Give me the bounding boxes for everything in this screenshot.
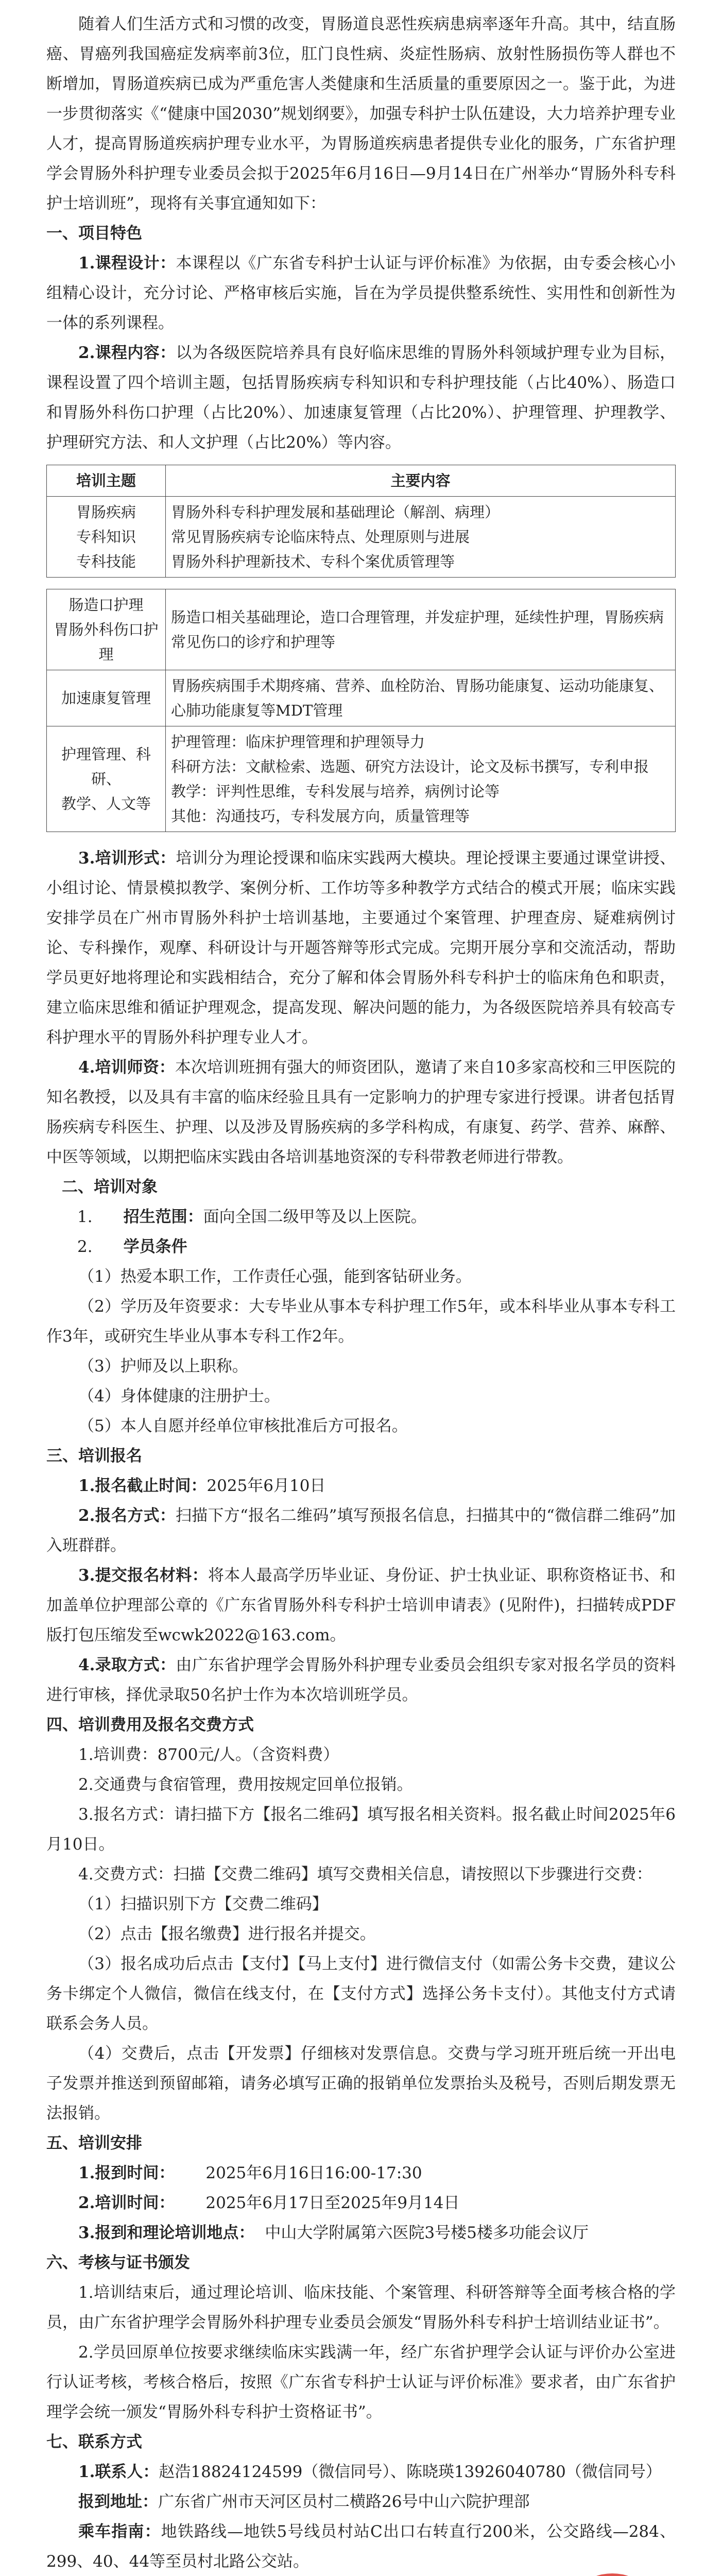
s2-item-1-text: 面向全国二级甲等及以上医院。 bbox=[203, 1208, 427, 1226]
table2-row bbox=[47, 670, 676, 726]
s3-item-4-label: 4.录取方式： bbox=[78, 1656, 176, 1674]
s7-line-2 bbox=[46, 2487, 676, 2517]
s2-item-2-label: 学员条件 bbox=[123, 1238, 187, 1256]
table2-content-line: 肠造口相关基础理论，造口合理管理，并发症护理，延续性护理，胃肠疾病常见伤口的诊疗和护理等 bbox=[171, 608, 664, 651]
table2-row bbox=[47, 726, 676, 832]
s6-line-1: 1.培训结束后，通过理论培训、临床技能、个案管理、科研答辩等全面考核合格的学员，由广东省护理学会胃肠外科护理专业委员会颁发“胃肠外科专科护士培训结业证书”。 bbox=[46, 2283, 676, 2332]
s2-item-1 bbox=[46, 1202, 676, 1232]
s4-step-4: （4）交费后，点击【开发票】仔细核对发票信息。交费与学习班开班后统一开出电子发票并推送到预留邮箱，请务必填写正确的报销单位发票抬头及税号，否则后期发票无法报销。 bbox=[46, 2044, 676, 2123]
s3-item-1-text: 2025年6月10日 bbox=[207, 1477, 326, 1495]
table2-row bbox=[47, 589, 676, 670]
table2-content-cell bbox=[166, 670, 676, 726]
table2-topic-line: 加速康复管理 bbox=[61, 689, 151, 707]
table2-topic-line: 护理管理、科研、 bbox=[61, 745, 151, 788]
s1-item-2 bbox=[46, 338, 676, 457]
s5-line-2-text: 2025年6月17日至2025年9月14日 bbox=[205, 2194, 460, 2212]
table1-header-topic: 培训主题 bbox=[47, 465, 166, 497]
s4-line-3: 3.报名方式：请扫描下方【报名二维码】填写报名相关资料。报名截止时间2025年6月10日。 bbox=[46, 1805, 676, 1854]
table2-content-line: 胃肠疾病围手术期疼痛、营养、血栓防治、胃肠功能康复、运动功能康复、心肺功能康复等MDT管理 bbox=[171, 677, 664, 719]
table1-content-line: 胃肠外科专科护理发展和基础理论（解剖、病理） bbox=[171, 503, 500, 521]
s2-condition-4: （4）身体健康的注册护士。 bbox=[78, 1387, 280, 1405]
s1-item-2-text: 以为各级医院培养具有良好临床思维的胃肠外科领域护理专业为目标，课程设置了四个培训主题，包括胃肠疾病专科知识和专科护理技能（占比40%）、肠造口和胃肠外科伤口护理（占比20%）、加速康复管理（占比20%）、护理管理、护理教学、护理研究方法、和人文护理（占比20%）等内容。 bbox=[46, 344, 676, 452]
s5-line-2-label: 2.培训时间： bbox=[78, 2194, 175, 2212]
table2-topic-cell bbox=[47, 670, 166, 726]
s1-item-4 bbox=[46, 1053, 676, 1172]
s3-item-4-text: 由广东省护理学会胃肠外科护理专业委员会组织专家对报名学员的资料进行审核，择优录取50名护士作为本次培训班学员。 bbox=[46, 1656, 676, 1704]
s7-line-1-label: 1.联系人： bbox=[78, 2463, 159, 2481]
s4-step-2: （2）点击【报名缴费】进行报名并提交。 bbox=[78, 1925, 376, 1943]
table1-row bbox=[47, 497, 676, 578]
section-2-heading: 二、培训对象 bbox=[62, 1178, 158, 1196]
s6-line-2: 2.学员回原单位按要求继续临床实践满一年，经广东省护理学会认证与评价办公室进行认证考核，考核合格后，按照《广东省专科护士认证与评价标准》要求者，由广东省护理学会统一颁发“胃肠外科专科护士资格证书”。 bbox=[46, 2343, 676, 2421]
s2-item-1-label: 招生范围： bbox=[123, 1208, 203, 1226]
table1-content-line: 胃肠外科护理新技术、专科个案优质管理等 bbox=[171, 553, 455, 570]
section-1-heading: 一、项目特色 bbox=[46, 224, 142, 243]
s3-item-3-text: 将本人最高学历毕业证、身份证、护士执业证、职称资格证书、和加盖单位护理部公章的《广东省胃肠外科专科护士培训申请表》(见附件)，扫描转成PDF版打包压缩发至wcwk2022@163.com。 bbox=[46, 1566, 676, 1645]
s2-item-2-num: 2. bbox=[77, 1238, 93, 1256]
s3-item-2 bbox=[46, 1501, 676, 1561]
s1-item-1 bbox=[46, 248, 676, 338]
section-6-heading: 六、考核与证书颁发 bbox=[46, 2253, 190, 2272]
s5-line-3-label: 3.报到和理论培训地点： bbox=[78, 2224, 255, 2242]
s5-line-1-text: 2025年6月16日16:00-17:30 bbox=[205, 2164, 422, 2182]
official-seal-icon bbox=[558, 2571, 666, 2576]
s4-step-1: （1）扫描识别下方【交费二维码】 bbox=[78, 1895, 328, 1913]
s2-condition-1: （1）热爱本职工作，工作责任心强，能到客钻研业务。 bbox=[78, 1267, 472, 1286]
s2-item-2 bbox=[46, 1232, 676, 1262]
s3-item-1 bbox=[46, 1471, 676, 1501]
s5-line-1 bbox=[46, 2158, 676, 2188]
training-table-1 bbox=[46, 465, 676, 578]
table1-topic-cell bbox=[47, 497, 166, 578]
table1-header-content: 主要内容 bbox=[166, 465, 676, 497]
table2-content-cell bbox=[166, 589, 676, 670]
table2-content-line: 科研方法：文献检索、选题、研究方法设计，论文及标书撰写，专利申报 bbox=[171, 758, 649, 775]
table1-topic-line: 胃肠疾病 bbox=[76, 503, 136, 521]
s3-item-2-label: 2.报名方式： bbox=[78, 1506, 176, 1525]
training-table-2 bbox=[46, 589, 676, 832]
s3-item-2-text: 扫描下方“报名二维码”填写预报名信息，扫描其中的“微信群二维码”加入班群群。 bbox=[46, 1506, 676, 1555]
table2-content-cell bbox=[166, 726, 676, 832]
section-4-heading: 四、培训费用及报名交费方式 bbox=[46, 1716, 254, 1734]
table2-topic-line: 胃肠外科伤口护理 bbox=[54, 621, 159, 663]
s5-line-3-text: 中山大学附属第六医院3号楼5楼多功能会议厅 bbox=[265, 2224, 589, 2242]
table2-topic-cell bbox=[47, 726, 166, 832]
table1-topic-line: 专科技能 bbox=[76, 553, 136, 570]
table1-content-line: 常见胃肠疾病专论临床特点、处理原则与进展 bbox=[171, 528, 470, 546]
s7-line-3-text: 地铁路线—地铁5号线员村站C出口右转直行200米，公交路线—284、299、40、44等至员村北路公交站。 bbox=[46, 2522, 676, 2571]
s7-line-1 bbox=[46, 2457, 676, 2487]
s7-line-2-label: 报到地址： bbox=[78, 2493, 158, 2511]
s1-item-4-label: 4.培训师资： bbox=[78, 1058, 175, 1077]
table2-content-line: 教学：评判性思维，专科发展与培养，病例讨论等 bbox=[171, 783, 500, 800]
s2-condition-5: （5）本人自愿并经单位审核批准后方可报名。 bbox=[78, 1417, 408, 1435]
s2-condition-2: （2）学历及年资要求：大专毕业从事本专科护理工作5年，或本科毕业从事本专科工作3年，或研究生毕业从事本专科工作2年。 bbox=[46, 1297, 676, 1346]
section-7-heading: 七、联系方式 bbox=[46, 2433, 142, 2451]
s4-line-4: 4.交费方式：扫描【交费二维码】填写交费相关信息，请按照以下步骤进行交费： bbox=[78, 1865, 652, 1884]
s5-line-1-label: 1.报到时间： bbox=[78, 2164, 175, 2182]
s3-item-3 bbox=[46, 1561, 676, 1650]
s1-item-2-label: 2.课程内容： bbox=[78, 344, 176, 362]
s4-step-3: （3）报名成功后点击【支付】【马上支付】进行微信支付（如需公务卡交费，建议公务卡绑定个人微信，微信在线支付，在【支付方式】选择公务卡支付）。其他支付方式请联系会务人员。 bbox=[46, 1955, 676, 2033]
s4-line-1: 1.培训费：8700元/人。（含资料费） bbox=[78, 1745, 339, 1764]
s5-line-3 bbox=[46, 2218, 676, 2248]
s1-item-1-label: 1.课程设计： bbox=[78, 254, 176, 273]
table2-content-line: 护理管理：临床护理管理和护理领导力 bbox=[171, 733, 425, 751]
table2-topic-cell bbox=[47, 589, 166, 670]
s1-item-3-label: 3.培训形式： bbox=[78, 849, 176, 868]
s7-line-1-text: 赵浩18824124599（微信同号）、陈晓瑛13926040780（微信同号） bbox=[159, 2463, 662, 2481]
s1-item-3 bbox=[46, 843, 676, 1053]
s1-item-3-text: 培训分为理论授课和临床实践两大模块。理论授课主要通过课堂讲授、小组讨论、情景模拟教学、案例分析、工作坊等多种教学方式结合的模式开展；临床实践安排学员在广州市胃肠外科护士培训基地，主要通过个案管理、护理查房、疑难病例讨论、专科操作，观摩、科研设计与开题答辩等形式完成。完期开展分享和交流活动，帮助学员更好地将理论和实践相结合，充分了解和体会胃肠外科专科护士的临床角色和职责，建立临床思维和循证护理观念，提高发现、解决问题的能力，为各级医院培养具有较高专科护理水平的胃肠外科护理专业人才。 bbox=[46, 849, 676, 1047]
s7-line-2-text: 广东省广州市天河区员村二横路26号中山六院护理部 bbox=[158, 2493, 530, 2511]
table2-content-line: 其他：沟通技巧，专科发展方向，质量管理等 bbox=[171, 807, 470, 825]
table1-content-cell bbox=[166, 497, 676, 578]
s2-condition-3: （3）护师及以上职称。 bbox=[78, 1357, 248, 1376]
s7-line-3 bbox=[46, 2517, 676, 2576]
intro-paragraph: 随着人们生活方式和习惯的改变，胃肠道良恶性疾病患病率逐年升高。其中，结直肠癌、胃癌列我国癌症发病率前3位，肛门良性病、炎症性肠病、放射性肠损伤等人群也不断增加，胃肠道疾病已成为严重危害人类健康和生活质量的重要原因之一。鉴于此，为进一步贯彻落实《“健康中国2030”规划纲要》，加强专科护士队伍建设，大力培养护理专业人才，提高胃肠道疾病护理专业水平，为胃肠道疾病患者提供专业化的服务，广东省护理学会胃肠外科护理专业委员会拟于2025年6月16日—9月14日在广州举办“胃肠外科专科护士培训班”，现将有关事宜通知如下： bbox=[46, 15, 676, 213]
section-5-heading: 五、培训安排 bbox=[46, 2134, 142, 2153]
table2-topic-line: 教学、人文等 bbox=[61, 795, 151, 812]
section-3-heading: 三、培训报名 bbox=[46, 1447, 142, 1465]
table1-topic-line: 专科知识 bbox=[76, 528, 136, 546]
s1-item-4-text: 本次培训班拥有强大的师资团队，邀请了来自10多家高校和三甲医院的知名教授，以及具有丰富的临床经验且具有一定影响力的护理专家进行授课。讲者包括胃肠疾病专科医生、护理、以及涉及胃肠疾病的多学科构成，有康复、药学、营养、麻醉、中医等领域，以期把临床实践由各培训基地资深的专科带教老师进行带教。 bbox=[46, 1058, 676, 1166]
s3-item-4 bbox=[46, 1650, 676, 1710]
s2-item-1-num: 1. bbox=[77, 1208, 93, 1226]
s3-item-1-label: 1.报名截止时间： bbox=[78, 1477, 207, 1495]
table2-topic-line: 肠造口护理 bbox=[68, 596, 144, 614]
table1-header-row bbox=[47, 465, 676, 497]
s5-line-2 bbox=[46, 2188, 676, 2218]
s1-item-1-text: 本课程以《广东省专科护士认证与评价标准》为依据，由专委会核心小组精心设计，充分讨论、严格审核后实施，旨在为学员提供整系统性、实用性和创新性为一体的系列课程。 bbox=[46, 254, 676, 332]
s7-line-3-label: 乘车指南： bbox=[78, 2522, 161, 2541]
s3-item-3-label: 3.提交报名材料： bbox=[78, 1566, 208, 1585]
s4-line-2: 2.交通费与食宿管理，费用按规定回单位报销。 bbox=[78, 1775, 413, 1794]
